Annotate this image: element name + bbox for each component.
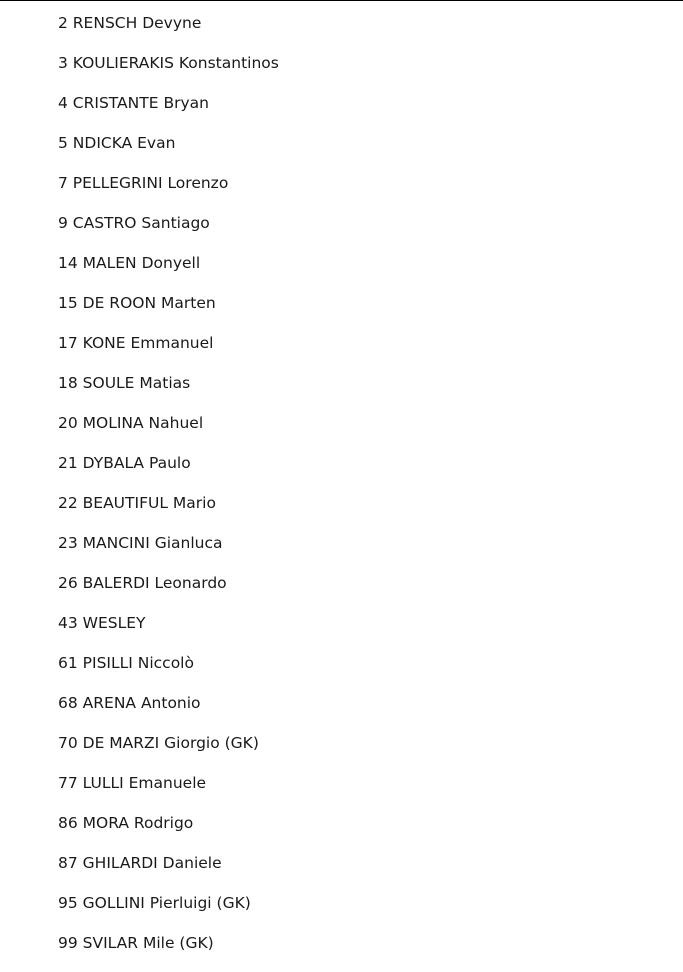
- list-item: 2 RENSCH Devyne: [58, 14, 202, 32]
- list-item: 4 CRISTANTE Bryan: [58, 94, 209, 112]
- list-item: 18 SOULE Matias: [58, 374, 191, 392]
- list-item: 15 DE ROON Marten: [58, 294, 216, 312]
- list-item: 26 BALERDI Leonardo: [58, 574, 227, 592]
- list-item: 23 MANCINI Gianluca: [58, 534, 223, 552]
- list-item: 43 WESLEY: [58, 614, 146, 632]
- list-item: 68 ARENA Antonio: [58, 694, 201, 712]
- list-item: 14 MALEN Donyell: [58, 254, 201, 272]
- list-item: 77 LULLI Emanuele: [58, 774, 207, 792]
- player-list: [58, 12, 279, 972]
- list-item: 5 NDICKA Evan: [58, 134, 176, 152]
- list-item: 61 PISILLI Niccolò: [58, 654, 194, 672]
- list-item: 87 GHILARDI Daniele: [58, 854, 222, 872]
- list-item: 99 SVILAR Mile (GK): [58, 934, 214, 952]
- list-item: 86 MORA Rodrigo: [58, 814, 194, 832]
- list-item: 95 GOLLINI Pierluigi (GK): [58, 894, 251, 912]
- list-item: 3 KOULIERAKIS Konstantinos: [58, 54, 279, 72]
- list-item: 9 CASTRO Santiago: [58, 214, 210, 232]
- list-item: 70 DE MARZI Giorgio (GK): [58, 734, 259, 752]
- top-divider: [0, 0, 683, 1]
- list-item: 22 BEAUTIFUL Mario: [58, 494, 216, 512]
- list-item: 20 MOLINA Nahuel: [58, 414, 204, 432]
- list-item: 21 DYBALA Paulo: [58, 454, 191, 472]
- list-item: 17 KONE Emmanuel: [58, 334, 214, 352]
- list-item: 7 PELLEGRINI Lorenzo: [58, 174, 229, 192]
